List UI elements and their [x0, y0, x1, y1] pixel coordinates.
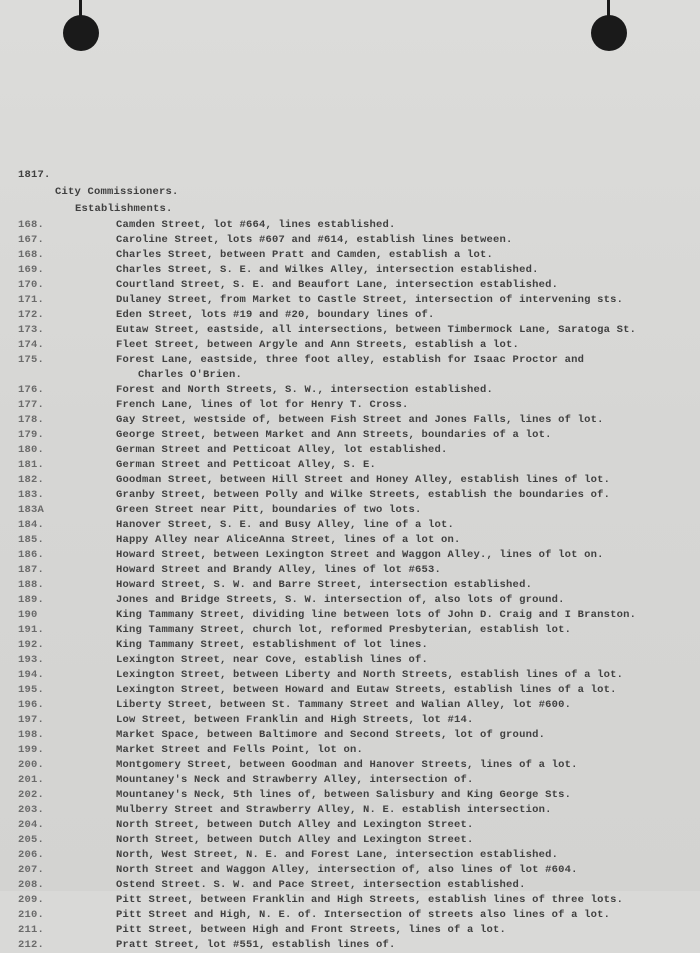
entry-row [18, 233, 688, 248]
entry-row [18, 923, 688, 938]
entry-text: Howard Street, S. W. and Barre Street, intersection established. [116, 579, 533, 591]
entry-row [18, 743, 688, 758]
entry-text: Hanover Street, S. E. and Busy Alley, line of a lot. [116, 519, 455, 531]
entry-number: 184. [18, 519, 45, 531]
entry-text: Gay Street, westside of, between Fish Street and Jones Falls, lines of lot. [116, 414, 604, 426]
entry-number: 202. [18, 789, 45, 801]
entry-number: 183A [18, 504, 45, 516]
entry-text-wrap [116, 488, 688, 503]
entry-number: 193. [18, 654, 45, 666]
entry-text: King Tammany Street, establishment of lot lines. [116, 639, 429, 651]
entry-row [18, 698, 688, 713]
entry-number: 186. [18, 549, 45, 561]
entry-number: 189. [18, 594, 45, 606]
entry-row [18, 413, 688, 428]
entry-text-wrap [116, 548, 688, 563]
entry-row [18, 863, 688, 878]
entry-text: Mountaney's Neck and Strawberry Alley, intersection of. [116, 774, 474, 786]
entry-text-wrap [116, 263, 688, 278]
entry-text: Montgomery Street, between Goodman and Hanover Streets, lines of a lot. [116, 759, 578, 771]
entry-text: Jones and Bridge Streets, S. W. intersection of, also lots of ground. [116, 594, 565, 606]
entry-number: 180. [18, 444, 45, 456]
entry-text: German Street and Petticoat Alley, lot established. [116, 444, 448, 456]
entry-number: 181. [18, 459, 45, 471]
entry-number: 209. [18, 894, 45, 906]
entry-number: 176. [18, 384, 45, 396]
entry-number: 171. [18, 294, 45, 306]
entry-text-wrap [116, 863, 688, 878]
entry-text: Green Street near Pitt, boundaries of two lots. [116, 504, 422, 516]
entry-row [18, 908, 688, 923]
entry-number: 191. [18, 624, 45, 636]
entry-text: Granby Street, between Polly and Wilke Streets, establish the boundaries of. [116, 489, 611, 501]
entry-row [18, 353, 688, 383]
entry-row [18, 848, 688, 863]
entry-number: 210. [18, 909, 45, 921]
entry-text-wrap [116, 413, 688, 428]
entry-text-wrap [116, 938, 688, 953]
entry-number: 206. [18, 849, 45, 861]
entry-row [18, 518, 688, 533]
entry-text: Mulberry Street and Strawberry Alley, N. E. establish intersection. [116, 804, 552, 816]
entry-number: 182. [18, 474, 45, 486]
entry-number: 168. [18, 249, 45, 261]
entry-text-wrap [116, 758, 688, 773]
entry-row [18, 488, 688, 503]
entry-text: King Tammany Street, dividing line between lots of John D. Craig and I Branston. [116, 609, 637, 621]
entry-row [18, 383, 688, 398]
entry-row [18, 473, 688, 488]
entry-text: Goodman Street, between Hill Street and Honey Alley, establish lines of lot. [116, 474, 611, 486]
entry-text: Market Street and Fells Point, lot on. [116, 744, 364, 756]
entry-row [18, 668, 688, 683]
entry-text-wrap [116, 353, 688, 383]
entry-row [18, 773, 688, 788]
entry-text: Charles Street, S. E. and Wilkes Alley, intersection established. [116, 264, 539, 276]
entry-text-wrap [116, 623, 688, 638]
entry-number: 178. [18, 414, 45, 426]
entry-text-wrap [116, 923, 688, 938]
entry-text-wrap [116, 593, 688, 608]
entry-text-wrap [116, 773, 688, 788]
entry-number: 205. [18, 834, 45, 846]
entry-row [18, 728, 688, 743]
entry-text-wrap [116, 908, 688, 923]
entry-text-wrap [116, 293, 688, 308]
entry-text: Lexington Street, between Howard and Eutaw Streets, establish lines of a lot. [116, 684, 617, 696]
entry-text: North, West Street, N. E. and Forest Lane, intersection established. [116, 849, 559, 861]
entry-number: 167. [18, 234, 45, 246]
entry-text: Low Street, between Franklin and High Streets, lot #14. [116, 714, 474, 726]
punch-hole-left [63, 15, 99, 51]
entry-number: 187. [18, 564, 45, 576]
entry-number: 198. [18, 729, 45, 741]
entry-row [18, 593, 688, 608]
entry-text-wrap [116, 518, 688, 533]
entry-text: French Lane, lines of lot for Henry T. Cross. [116, 399, 409, 411]
entry-text: Forest and North Streets, S. W., intersection established. [116, 384, 494, 396]
entry-text-wrap [116, 653, 688, 668]
entry-text-wrap [116, 338, 688, 353]
entry-row [18, 278, 688, 293]
entry-row [18, 548, 688, 563]
entry-row [18, 818, 688, 833]
entry-row [18, 248, 688, 263]
entry-number: 177. [18, 399, 45, 411]
entry-text-wrap [116, 278, 688, 293]
entry-row [18, 428, 688, 443]
entry-number: 204. [18, 819, 45, 831]
entry-text-wrap [116, 668, 688, 683]
entry-text-wrap [116, 743, 688, 758]
entry-text-wrap [116, 503, 688, 518]
entry-text-wrap [116, 578, 688, 593]
entry-text-wrap [116, 323, 688, 338]
entry-number: 169. [18, 264, 45, 276]
entry-text: Courtland Street, S. E. and Beaufort Lane, intersection established. [116, 279, 559, 291]
entry-text-wrap [116, 383, 688, 398]
entry-row [18, 398, 688, 413]
entry-row [18, 713, 688, 728]
entry-text: George Street, between Market and Ann Streets, boundaries of a lot. [116, 429, 552, 441]
entry-text-wrap [116, 398, 688, 413]
entry-number: 175. [18, 354, 45, 366]
entry-text: King Tammany Street, church lot, reformed Presbyterian, establish lot. [116, 624, 572, 636]
entry-text-wrap [116, 428, 688, 443]
section-title: City Commissioners. [55, 186, 179, 198]
entry-row [18, 443, 688, 458]
entry-text: Dulaney Street, from Market to Castle Street, intersection of intervening sts. [116, 294, 624, 306]
entry-number: 174. [18, 339, 45, 351]
entry-text: North Street, between Dutch Alley and Lexington Street. [116, 819, 474, 831]
entry-number: 170. [18, 279, 45, 291]
entry-number: 190 [18, 609, 38, 621]
entry-number: 195. [18, 684, 45, 696]
entry-text: Pitt Street, between Franklin and High Streets, establish lines of three lots. [116, 894, 624, 906]
entry-number: 197. [18, 714, 45, 726]
entry-text-wrap [116, 728, 688, 743]
entry-number: 192. [18, 639, 45, 651]
entry-row [18, 533, 688, 548]
entry-text-wrap [116, 248, 688, 263]
entry-text-wrap [116, 638, 688, 653]
entry-text-wrap [116, 698, 688, 713]
entry-row [18, 323, 688, 338]
entry-text: Forest Lane, eastside, three foot alley, establish for Isaac Proctor and [116, 354, 585, 366]
entry-text: Fleet Street, between Argyle and Ann Streets, establish a lot. [116, 339, 520, 351]
entry-text: Howard Street and Brandy Alley, lines of lot #653. [116, 564, 442, 576]
entry-text: Market Space, between Baltimore and Second Streets, lot of ground. [116, 729, 546, 741]
entry-text-wrap [116, 788, 688, 803]
entry-row [18, 293, 688, 308]
entry-row [18, 803, 688, 818]
entry-row [18, 938, 688, 953]
entry-number: 201. [18, 774, 45, 786]
year-heading: 1817. [18, 169, 51, 181]
entry-row [18, 833, 688, 848]
entry-row [18, 563, 688, 578]
entry-text-wrap [116, 818, 688, 833]
entry-text: Howard Street, between Lexington Street and Waggon Alley., lines of lot on. [116, 549, 604, 561]
entry-number: 185. [18, 534, 45, 546]
entry-number: 183. [18, 489, 45, 501]
entry-text: Lexington Street, between Liberty and North Streets, establish lines of a lot. [116, 669, 624, 681]
entry-text: North Street, between Dutch Alley and Lexington Street. [116, 834, 474, 846]
entry-number: 207. [18, 864, 45, 876]
entry-row [18, 758, 688, 773]
entry-text-wrap [116, 308, 688, 323]
entry-text-wrap [116, 563, 688, 578]
entry-text-wrap [116, 893, 688, 908]
entry-number: 203. [18, 804, 45, 816]
entry-row [18, 638, 688, 653]
entry-row [18, 788, 688, 803]
entry-text: Caroline Street, lots #607 and #614, establish lines between. [116, 234, 513, 246]
entry-number: 208. [18, 879, 45, 891]
entry-number: 194. [18, 669, 45, 681]
punch-hole-right [591, 15, 627, 51]
entry-row [18, 578, 688, 593]
entry-text: Mountaney's Neck, 5th lines of, between Salisbury and King George Sts. [116, 789, 572, 801]
entry-text: Happy Alley near AliceAnna Street, lines of a lot on. [116, 534, 461, 546]
entry-row [18, 623, 688, 638]
entry-text-wrap [116, 608, 688, 623]
entry-row [18, 263, 688, 278]
entry-text: Eden Street, lots #19 and #20, boundary lines of. [116, 309, 435, 321]
entry-number: 196. [18, 699, 45, 711]
entry-row [18, 308, 688, 323]
entry-text: Pitt Street and High, N. E. of. Intersection of streets also lines of a lot. [116, 909, 611, 921]
entry-text-wrap [116, 443, 688, 458]
entry-number: 200. [18, 759, 45, 771]
entry-text-wrap [116, 803, 688, 818]
entry-number: 173. [18, 324, 45, 336]
entry-text-continuation: Charles O'Brien. [138, 369, 243, 381]
entry-text: Ostend Street. S. W. and Pace Street, intersection established. [116, 879, 526, 891]
entry-number: 168. [18, 219, 45, 231]
entry-text: Charles Street, between Pratt and Camden, establish a lot. [116, 249, 494, 261]
entry-row [18, 218, 688, 233]
entry-text: Camden Street, lot #664, lines established. [116, 219, 396, 231]
section-subtitle: Establishments. [75, 203, 173, 215]
entries-list [18, 218, 688, 953]
entry-text: Eutaw Street, eastside, all intersections, between Timbermock Lane, Saratoga St. [116, 324, 637, 336]
entry-text: North Street and Waggon Alley, intersection of, also lines of lot #604. [116, 864, 578, 876]
entry-row [18, 893, 688, 908]
entry-row [18, 608, 688, 623]
entry-text-wrap [116, 473, 688, 488]
entry-text-wrap [116, 458, 688, 473]
entry-text: Lexington Street, near Cove, establish lines of. [116, 654, 429, 666]
entry-text-wrap [116, 848, 688, 863]
entry-text: German Street and Petticoat Alley, S. E. [116, 459, 377, 471]
entry-number: 188. [18, 579, 45, 591]
entry-text-wrap [116, 533, 688, 548]
entry-row [18, 338, 688, 353]
entry-text-wrap [116, 713, 688, 728]
entry-text-wrap [116, 233, 688, 248]
entry-text-wrap [116, 833, 688, 848]
entry-text-wrap [116, 218, 688, 233]
entry-text: Pitt Street, between High and Front Streets, lines of a lot. [116, 924, 507, 936]
entry-row [18, 683, 688, 698]
entry-row [18, 653, 688, 668]
entry-text: Liberty Street, between St. Tammany Street and Walian Alley, lot #600. [116, 699, 572, 711]
entry-number: 179. [18, 429, 45, 441]
entry-row [18, 458, 688, 473]
typed-text-block [18, 167, 688, 953]
entry-number: 172. [18, 309, 45, 321]
entry-number: 211. [18, 924, 45, 936]
entry-number: 199. [18, 744, 45, 756]
entry-number: 212. [18, 939, 45, 951]
entry-text: Pratt Street, lot #551, establish lines of. [116, 939, 396, 951]
entry-row [18, 503, 688, 518]
entry-text-wrap [116, 683, 688, 698]
